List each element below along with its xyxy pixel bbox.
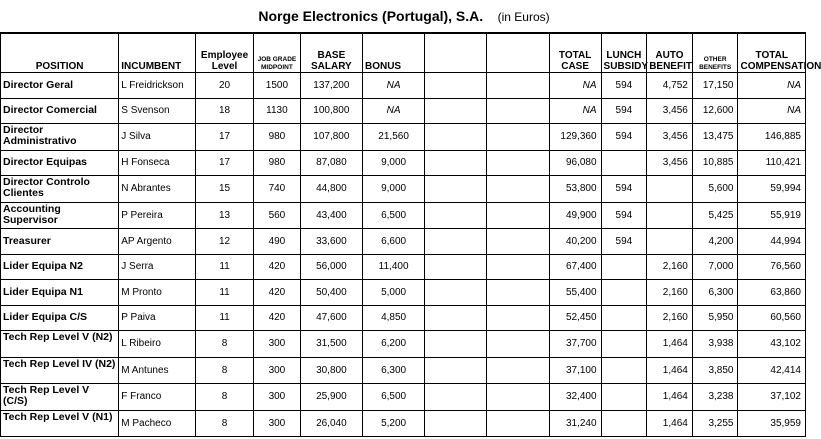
row-base-salary: 87,080 [300, 150, 362, 176]
row-other-benefits: 12,600 [692, 98, 738, 124]
row-base-salary: 25,900 [300, 384, 362, 411]
row-lunch-subsidy [601, 384, 647, 411]
row-other-benefits: 5,600 [692, 176, 738, 203]
row-blank-2 [487, 331, 549, 358]
header-total-case: TOTAL CASE [549, 33, 601, 73]
row-total-case: 37,700 [549, 331, 601, 358]
header-lunch-subsidy: LUNCH SUBSIDY [601, 33, 647, 73]
compensation-table [0, 32, 821, 437]
row-auto-benefit: 4,752 [647, 73, 693, 99]
row-blank-1 [425, 331, 487, 358]
row-total-compensation: 60,560 [738, 305, 806, 331]
row-lunch-subsidy [601, 410, 647, 437]
row-bonus: 6,500 [362, 202, 424, 229]
row-blank-1 [425, 73, 487, 99]
row-lunch-subsidy [601, 280, 647, 306]
row-lunch-subsidy [601, 305, 647, 331]
row-total-case: 96,080 [549, 150, 601, 176]
row-bonus: NA [362, 98, 424, 124]
row-incumbent: F Franco [119, 384, 196, 411]
table-row [1, 357, 806, 384]
row-incumbent: P Pereira [119, 202, 196, 229]
row-other-benefits: 3,938 [692, 331, 738, 358]
row-incumbent: J Silva [119, 124, 196, 151]
row-auto-benefit: 1,464 [647, 384, 693, 411]
row-blank-1 [425, 202, 487, 229]
row-total-compensation: 146,885 [738, 124, 806, 151]
row-total-compensation: 55,919 [738, 202, 806, 229]
row-auto-benefit: 2,160 [647, 280, 693, 306]
row-auto-benefit: 1,464 [647, 331, 693, 358]
row-auto-benefit: 2,160 [647, 305, 693, 331]
row-base-salary: 107,800 [300, 124, 362, 151]
row-lunch-subsidy: 594 [601, 176, 647, 203]
row-total-compensation: 110,421 [738, 150, 806, 176]
row-bonus: 6,600 [362, 229, 424, 255]
row-blank-1 [425, 305, 487, 331]
row-employee-level: 8 [196, 331, 254, 358]
row-incumbent: N Abrantes [119, 176, 196, 203]
row-lunch-subsidy: 594 [601, 202, 647, 229]
row-blank-2 [487, 176, 549, 203]
row-blank-1 [425, 229, 487, 255]
row-employee-level: 12 [196, 229, 254, 255]
row-employee-level: 20 [196, 73, 254, 99]
header-job-grade-midpoint: JOB GRADE MIDPOINT [254, 33, 301, 73]
table-row [1, 229, 806, 255]
row-auto-benefit: 3,456 [647, 150, 693, 176]
row-job-grade-midpoint: 1500 [254, 73, 301, 99]
row-total-case: 53,800 [549, 176, 601, 203]
row-total-case: 31,240 [549, 410, 601, 437]
row-base-salary: 31,500 [300, 331, 362, 358]
row-blank-2 [487, 124, 549, 151]
row-bonus: 9,000 [362, 176, 424, 203]
header-row [1, 33, 806, 73]
row-other-benefits: 6,300 [692, 280, 738, 306]
row-position: Tech Rep Level IV (N2) [1, 357, 119, 384]
row-base-salary: 56,000 [300, 254, 362, 280]
row-blank-2 [487, 280, 549, 306]
row-total-case: 129,360 [549, 124, 601, 151]
row-incumbent: AP Argento [119, 229, 196, 255]
row-other-benefits: 3,255 [692, 410, 738, 437]
row-base-salary: 43,400 [300, 202, 362, 229]
row-job-grade-midpoint: 740 [254, 176, 301, 203]
row-job-grade-midpoint: 420 [254, 305, 301, 331]
row-other-benefits: 7,000 [692, 254, 738, 280]
row-incumbent: M Pacheco [119, 410, 196, 437]
row-incumbent: M Pronto [119, 280, 196, 306]
row-total-compensation: 59,994 [738, 176, 806, 203]
row-auto-benefit [647, 202, 693, 229]
header-total-compensation: TOTAL COMPENSATION [738, 33, 806, 73]
row-total-compensation: 63,860 [738, 280, 806, 306]
row-total-case: NA [549, 73, 601, 99]
row-blank-1 [425, 410, 487, 437]
row-bonus: 9,000 [362, 150, 424, 176]
table-row [1, 305, 806, 331]
row-auto-benefit: 2,160 [647, 254, 693, 280]
row-job-grade-midpoint: 300 [254, 410, 301, 437]
row-position: Lider Equipa N2 [1, 254, 119, 280]
row-blank-1 [425, 280, 487, 306]
row-base-salary: 33,600 [300, 229, 362, 255]
row-lunch-subsidy [601, 357, 647, 384]
row-total-case: 67,400 [549, 254, 601, 280]
row-position: Tech Rep Level V (N2) [1, 331, 119, 358]
row-bonus: 6,200 [362, 331, 424, 358]
row-bonus: 5,000 [362, 280, 424, 306]
row-employee-level: 17 [196, 124, 254, 151]
row-employee-level: 17 [196, 150, 254, 176]
row-employee-level: 8 [196, 384, 254, 411]
row-bonus: 4,850 [362, 305, 424, 331]
row-bonus: 5,200 [362, 410, 424, 437]
row-position: Lider Equipa C/S [1, 305, 119, 331]
row-employee-level: 8 [196, 357, 254, 384]
table-row [1, 98, 806, 124]
row-blank-1 [425, 98, 487, 124]
row-other-benefits: 17,150 [692, 73, 738, 99]
row-auto-benefit: 1,464 [647, 357, 693, 384]
row-employee-level: 15 [196, 176, 254, 203]
row-bonus: 21,560 [362, 124, 424, 151]
table-row [1, 124, 806, 151]
row-employee-level: 13 [196, 202, 254, 229]
row-employee-level: 18 [196, 98, 254, 124]
row-other-benefits: 13,475 [692, 124, 738, 151]
table-row [1, 202, 806, 229]
row-other-benefits: 5,425 [692, 202, 738, 229]
row-bonus: NA [362, 73, 424, 99]
row-other-benefits: 10,885 [692, 150, 738, 176]
row-base-salary: 30,800 [300, 357, 362, 384]
row-other-benefits: 4,200 [692, 229, 738, 255]
header-other-benefits: OTHER BENEFITS [692, 33, 738, 73]
row-job-grade-midpoint: 420 [254, 280, 301, 306]
row-position: Director Geral [1, 73, 119, 99]
row-incumbent: S Svenson [119, 98, 196, 124]
row-blank-2 [487, 384, 549, 411]
row-position: Tech Rep Level V (C/S) [1, 384, 119, 411]
row-blank-2 [487, 150, 549, 176]
row-other-benefits: 3,850 [692, 357, 738, 384]
row-position: Treasurer [1, 229, 119, 255]
row-total-compensation: 43,102 [738, 331, 806, 358]
header-position: POSITION [1, 33, 119, 73]
row-total-case: 49,900 [549, 202, 601, 229]
header-bonus: BONUS [362, 33, 424, 73]
row-position: Tech Rep Level V (N1) [1, 410, 119, 437]
row-job-grade-midpoint: 980 [254, 150, 301, 176]
row-job-grade-midpoint: 1130 [254, 98, 301, 124]
report-currency-note: (in Euros) [497, 10, 550, 24]
row-blank-2 [487, 305, 549, 331]
row-position: Director Equipas [1, 150, 119, 176]
row-employee-level: 11 [196, 254, 254, 280]
row-incumbent: M Antunes [119, 357, 196, 384]
row-other-benefits: 3,238 [692, 384, 738, 411]
row-auto-benefit: 3,456 [647, 124, 693, 151]
row-bonus: 11,400 [362, 254, 424, 280]
row-blank-2 [487, 254, 549, 280]
row-bonus: 6,300 [362, 357, 424, 384]
row-position: Director Comercial [1, 98, 119, 124]
row-other-benefits: 5,950 [692, 305, 738, 331]
row-base-salary: 100,800 [300, 98, 362, 124]
row-job-grade-midpoint: 420 [254, 254, 301, 280]
row-auto-benefit: 1,464 [647, 410, 693, 437]
row-job-grade-midpoint: 300 [254, 331, 301, 358]
row-blank-1 [425, 124, 487, 151]
row-total-case: 37,100 [549, 357, 601, 384]
row-total-case: 40,200 [549, 229, 601, 255]
row-total-case: 32,400 [549, 384, 601, 411]
row-blank-2 [487, 357, 549, 384]
row-base-salary: 50,400 [300, 280, 362, 306]
row-incumbent: P Paiva [119, 305, 196, 331]
row-lunch-subsidy: 594 [601, 124, 647, 151]
table-row [1, 150, 806, 176]
row-blank-1 [425, 357, 487, 384]
row-auto-benefit [647, 229, 693, 255]
row-total-case: NA [549, 98, 601, 124]
row-job-grade-midpoint: 300 [254, 384, 301, 411]
row-blank-2 [487, 410, 549, 437]
row-job-grade-midpoint: 560 [254, 202, 301, 229]
row-employee-level: 11 [196, 280, 254, 306]
row-lunch-subsidy: 594 [601, 73, 647, 99]
row-job-grade-midpoint: 980 [254, 124, 301, 151]
row-total-compensation: NA [738, 73, 806, 99]
row-total-case: 52,450 [549, 305, 601, 331]
row-total-compensation: 44,994 [738, 229, 806, 255]
row-blank-2 [487, 98, 549, 124]
table-row [1, 280, 806, 306]
header-auto-benefit: AUTO BENEFIT [647, 33, 693, 73]
row-employee-level: 8 [196, 410, 254, 437]
table-row [1, 384, 806, 411]
report-title-bar [0, 0, 808, 32]
table-row [1, 254, 806, 280]
row-total-compensation: NA [738, 98, 806, 124]
row-base-salary: 137,200 [300, 73, 362, 99]
report-title: Norge Electronics (Portugal), S.A. [258, 8, 484, 24]
row-total-compensation: 37,102 [738, 384, 806, 411]
row-auto-benefit [647, 176, 693, 203]
header-base-salary: BASE SALARY [300, 33, 362, 73]
row-job-grade-midpoint: 490 [254, 229, 301, 255]
row-total-case: 55,400 [549, 280, 601, 306]
row-employee-level: 11 [196, 305, 254, 331]
row-lunch-subsidy: 594 [601, 229, 647, 255]
row-bonus: 6,500 [362, 384, 424, 411]
table-row [1, 73, 806, 99]
row-incumbent: L Ribeiro [119, 331, 196, 358]
row-base-salary: 44,800 [300, 176, 362, 203]
row-base-salary: 47,600 [300, 305, 362, 331]
row-base-salary: 26,040 [300, 410, 362, 437]
header-blank-1 [425, 33, 487, 73]
row-blank-2 [487, 73, 549, 99]
row-lunch-subsidy [601, 331, 647, 358]
row-lunch-subsidy [601, 150, 647, 176]
table-body [1, 73, 806, 437]
table-row [1, 176, 806, 203]
row-lunch-subsidy [601, 254, 647, 280]
row-auto-benefit: 3,456 [647, 98, 693, 124]
header-blank-2 [487, 33, 549, 73]
row-incumbent: H Fonseca [119, 150, 196, 176]
row-blank-2 [487, 229, 549, 255]
row-incumbent: J Serra [119, 254, 196, 280]
header-employee-level: Employee Level [196, 33, 254, 73]
row-blank-1 [425, 384, 487, 411]
row-job-grade-midpoint: 300 [254, 357, 301, 384]
row-blank-1 [425, 254, 487, 280]
row-blank-1 [425, 150, 487, 176]
row-lunch-subsidy: 594 [601, 98, 647, 124]
table-row [1, 331, 806, 358]
row-blank-2 [487, 202, 549, 229]
row-total-compensation: 42,414 [738, 357, 806, 384]
table-row [1, 410, 806, 437]
row-position: Director Administrativo [1, 124, 119, 151]
row-incumbent: L Freidrickson [119, 73, 196, 99]
row-position: Director Controlo Clientes [1, 176, 119, 203]
row-position: Accounting Supervisor [1, 202, 119, 229]
row-total-compensation: 76,560 [738, 254, 806, 280]
row-position: Lider Equipa N1 [1, 280, 119, 306]
header-incumbent: INCUMBENT [119, 33, 196, 73]
row-blank-1 [425, 176, 487, 203]
row-total-compensation: 35,959 [738, 410, 806, 437]
